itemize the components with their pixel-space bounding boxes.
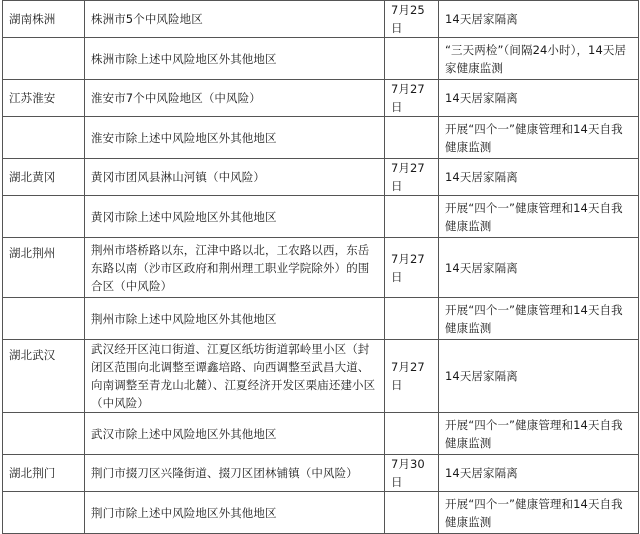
region-cell <box>3 117 85 159</box>
date-cell <box>385 196 439 238</box>
date-cell <box>385 492 439 534</box>
measure-cell: 开展“四个一”健康管理和14天自我健康监测 <box>439 196 639 238</box>
area-cell: 淮安市除上述中风险地区外其他地区 <box>85 117 385 159</box>
table-row <box>3 159 639 196</box>
table-row <box>3 455 639 492</box>
measure-cell: 14天居家隔离 <box>439 1 639 38</box>
region-cell <box>3 298 85 340</box>
area-cell: 荆门市掇刀区兴隆街道、掇刀区团林铺镇（中风险） <box>85 455 385 492</box>
measure-cell: 开展“四个一”健康管理和14天自我健康监测 <box>439 413 639 455</box>
area-cell: 黄冈市除上述中风险地区外其他地区 <box>85 196 385 238</box>
table-row <box>3 340 639 413</box>
measure-cell: 14天居家隔离 <box>439 80 639 117</box>
measure-cell: 14天居家隔离 <box>439 455 639 492</box>
date-cell: 7月27日 <box>385 238 439 298</box>
date-cell <box>385 117 439 159</box>
area-cell: 株洲市5个中风险地区 <box>85 1 385 38</box>
table-row <box>3 117 639 159</box>
measure-cell: 开展“四个一”健康管理和14天自我健康监测 <box>439 117 639 159</box>
table-row <box>3 298 639 340</box>
date-cell: 7月27日 <box>385 80 439 117</box>
area-cell: 荆州市塔桥路以东，江津中路以北，工农路以西，东岳东路以南（沙市区政府和荆州理工职业学院除外）的围合区（中风险） <box>85 238 385 298</box>
region-cell: 湖北荆州 <box>3 238 85 298</box>
region-cell: 湖北荆门 <box>3 455 85 492</box>
date-cell: 7月30日 <box>385 455 439 492</box>
measure-cell: 14天居家隔离 <box>439 340 639 413</box>
area-cell: 淮安市7个中风险地区（中风险） <box>85 80 385 117</box>
date-cell: 7月27日 <box>385 159 439 196</box>
region-cell <box>3 492 85 534</box>
table-row <box>3 38 639 80</box>
region-cell: 湖北黄冈 <box>3 159 85 196</box>
measure-cell: 开展“四个一”健康管理和14天自我健康监测 <box>439 492 639 534</box>
region-cell <box>3 38 85 80</box>
area-cell: 荆州市除上述中风险地区外其他地区 <box>85 298 385 340</box>
table-row <box>3 492 639 534</box>
region-cell: 湖南株洲 <box>3 1 85 38</box>
date-cell: 7月25日 <box>385 1 439 38</box>
measure-cell: 14天居家隔离 <box>439 159 639 196</box>
area-cell: 株洲市除上述中风险地区外其他地区 <box>85 38 385 80</box>
region-cell: 江苏淮安 <box>3 80 85 117</box>
date-cell: 7月27日 <box>385 340 439 413</box>
date-cell <box>385 298 439 340</box>
table-row <box>3 238 639 298</box>
risk-area-table <box>2 0 639 534</box>
region-cell: 湖北武汉 <box>3 340 85 413</box>
area-cell: 荆门市除上述中风险地区外其他地区 <box>85 492 385 534</box>
area-cell: 武汉市除上述中风险地区外其他地区 <box>85 413 385 455</box>
measure-cell: 14天居家隔离 <box>439 238 639 298</box>
date-cell <box>385 38 439 80</box>
region-cell <box>3 196 85 238</box>
measure-cell: 开展“四个一”健康管理和14天自我健康监测 <box>439 298 639 340</box>
table-row <box>3 196 639 238</box>
area-cell: 武汉经开区沌口街道、江夏区纸坊街道郭岭里小区（封闭区范围向北调整至谭鑫培路、向西调整至武昌大道、向南调整至青龙山北麓）、江夏经济开发区栗庙还建小区（中风险） <box>85 340 385 413</box>
area-cell: 黄冈市团风县淋山河镇（中风险） <box>85 159 385 196</box>
date-cell <box>385 413 439 455</box>
table-row <box>3 1 639 38</box>
table-row <box>3 80 639 117</box>
table-row <box>3 413 639 455</box>
region-cell <box>3 413 85 455</box>
measure-cell: “三天两检”（间隔24小时），14天居家健康监测 <box>439 38 639 80</box>
